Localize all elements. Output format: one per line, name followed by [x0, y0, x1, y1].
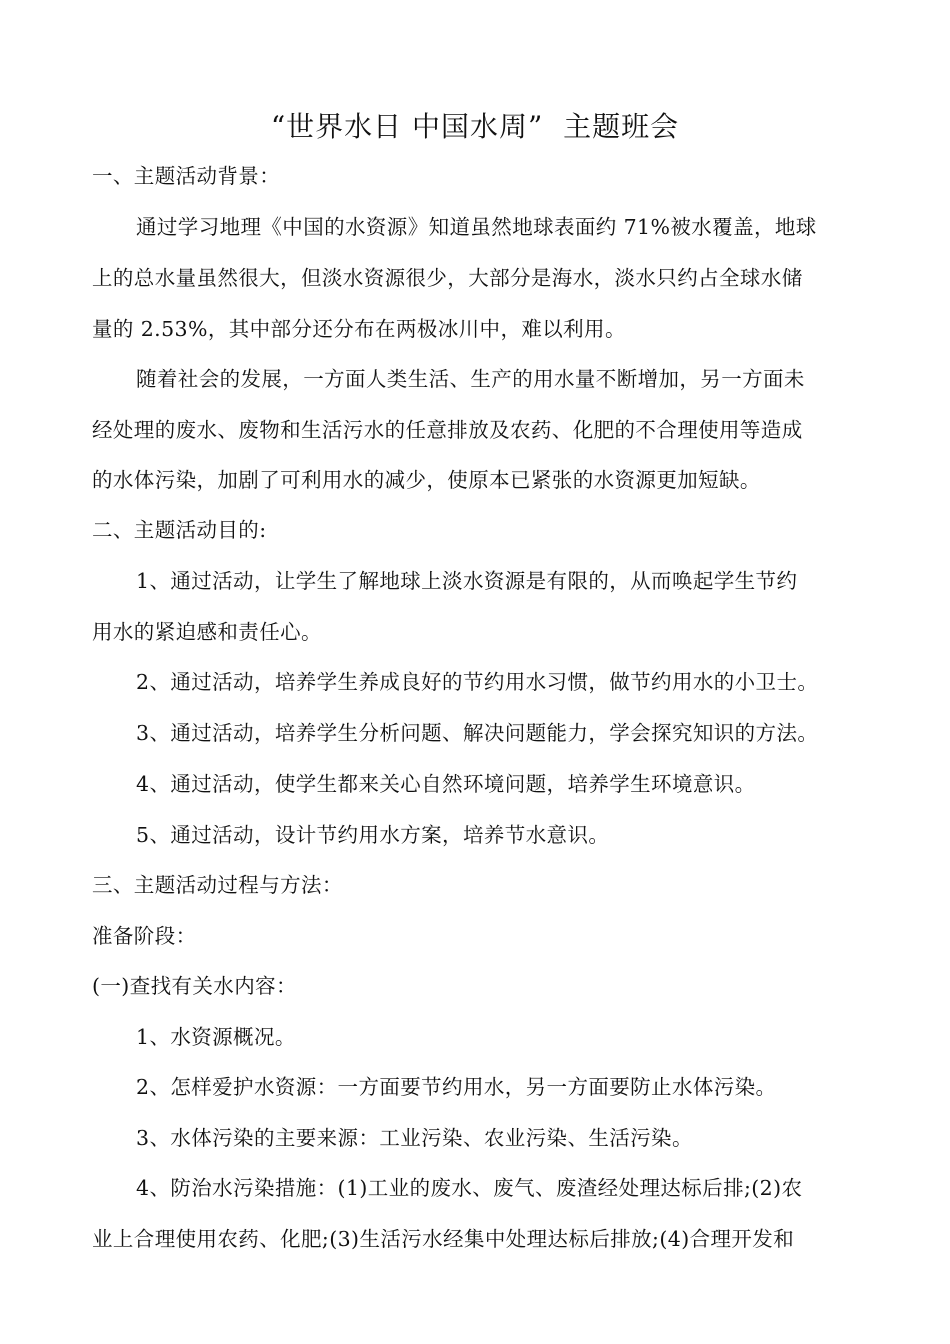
goal-1-line-1: 1、通过活动，让学生了解地球上淡水资源是有限的，从而唤起学生节约 [136, 569, 798, 593]
section-heading-process: 三、主题活动过程与方法： [92, 873, 343, 897]
goal-4: 4、通过活动，使学生都来关心自然环境问题，培养学生环境意识。 [136, 772, 756, 796]
goal-2: 2、通过活动，培养学生养成良好的节约用水习惯，做节约用水的小卫士。 [136, 670, 819, 694]
background-paragraph-1-line-2: 上的总水量虽然很大，但淡水资源很少，大部分是海水，淡水只约占全球水储 [92, 266, 803, 290]
document-title: “世界水日 中国水周” 主题班会 [270, 110, 680, 143]
item-4-line-2: 业上合理使用农药、化肥;(3)生活污水经集中处理达标后排放;(4)合理开发和 [92, 1227, 795, 1251]
section-heading-background: 一、主题活动背景： [92, 164, 281, 188]
background-paragraph-2-line-3: 的水体污染，加剧了可利用水的减少，使原本已紧张的水资源更加短缺。 [92, 468, 761, 492]
section-heading-goals: 二、主题活动目的: [92, 518, 267, 542]
subsection-heading-1: (一)查找有关水内容： [92, 974, 297, 998]
background-paragraph-2-line-1: 随着社会的发展，一方面人类生活、生产的用水量不断增加，另一方面未 [136, 367, 805, 391]
item-2: 2、怎样爱护水资源：一方面要节约用水，另一方面要防止水体污染。 [136, 1075, 777, 1099]
background-paragraph-2-line-2: 经处理的废水、废物和生活污水的任意排放及农药、化肥的不合理使用等造成 [92, 418, 803, 442]
preparation-stage-heading: 准备阶段： [92, 924, 197, 948]
item-4-line-1: 4、防治水污染措施：(1)工业的废水、废气、废渣经处理达标后排;(2)农 [136, 1176, 803, 1200]
background-paragraph-1-line-1: 通过学习地理《中国的水资源》知道虽然地球表面约 71%被水覆盖，地球 [136, 215, 817, 239]
item-3: 3、水体污染的主要来源：工业污染、农业污染、生活污染。 [136, 1126, 693, 1150]
background-paragraph-1-line-3: 量的 2.53%，其中部分还分布在两极冰川中，难以利用。 [92, 317, 626, 341]
goal-5: 5、通过活动，设计节约用水方案，培养节水意识。 [136, 823, 610, 847]
goal-3: 3、通过活动，培养学生分析问题、解决问题能力，学会探究知识的方法。 [136, 721, 819, 745]
item-1: 1、水资源概况。 [136, 1025, 296, 1049]
goal-1-line-2: 用水的紧迫感和责任心。 [92, 620, 322, 644]
